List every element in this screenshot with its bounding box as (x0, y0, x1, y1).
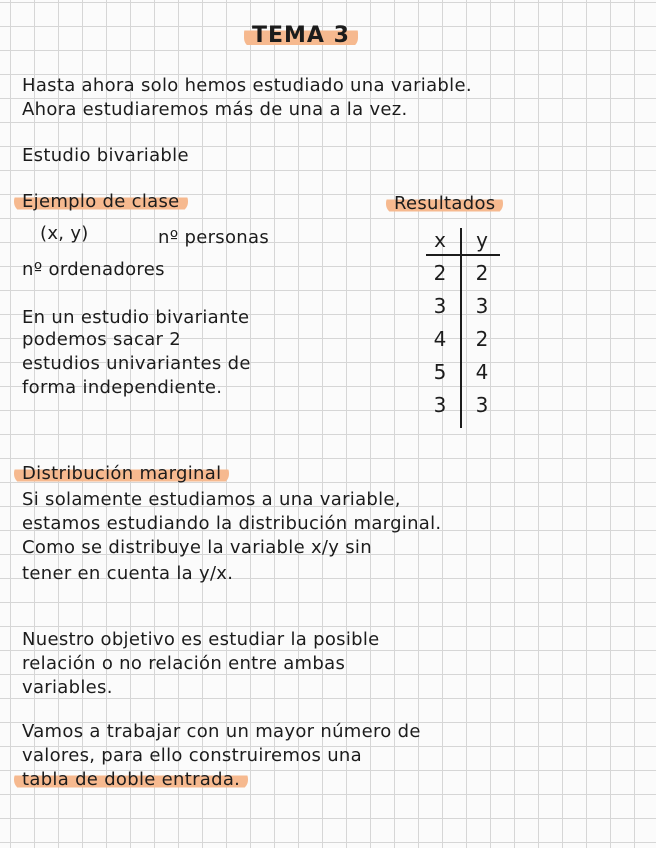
objective-line-2: relación o no relación entre ambas (22, 653, 346, 674)
results-divider-vertical (460, 228, 462, 428)
results-cell: 4 (433, 327, 447, 351)
intro-line-1: Hasta ahora solo hemos estudiado una variable. (22, 75, 472, 96)
example-note-1: En un estudio bivariante (22, 307, 250, 328)
results-table (420, 224, 500, 428)
marginal-heading: Distribución marginal (22, 462, 229, 486)
results-cell: 2 (433, 261, 447, 285)
work-line-1: Vamos a trabajar con un mayor número de (22, 721, 421, 742)
subtitle: Estudio bivariable (22, 145, 189, 166)
marginal-line-1: Si solamente estudiamos a una variable, (22, 489, 401, 510)
results-cell: 3 (475, 294, 489, 318)
intro-line-2: Ahora estudiaremos más de una a la vez. (22, 99, 408, 120)
results-cell: 2 (475, 327, 489, 351)
results-cell: 4 (475, 360, 489, 384)
example-note-2: podemos sacar 2 (22, 329, 181, 350)
results-cell: 3 (475, 393, 489, 417)
example-heading: Ejemplo de clase (22, 190, 188, 214)
work-highlight: tabla de doble entrada. (22, 768, 248, 792)
results-cell: 5 (433, 360, 447, 384)
results-cell: 3 (433, 294, 447, 318)
results-heading: Resultados (394, 192, 503, 216)
marginal-line-4: tener en cuenta la y/x. (22, 563, 234, 584)
objective-line-3: variables. (22, 677, 113, 698)
marginal-line-2: estamos estudiando la distribución marginal. (22, 513, 442, 534)
results-cell: 2 (475, 261, 489, 285)
results-header-x: x (434, 228, 446, 252)
work-line-2: valores, para ello construiremos una (22, 745, 362, 766)
objective-line-1: Nuestro objetivo es estudiar la posible (22, 629, 380, 650)
example-pair: (x, y) (40, 223, 89, 244)
results-header-y: y (476, 228, 488, 252)
example-y-label: nº personas (158, 227, 270, 248)
results-cell: 3 (433, 393, 447, 417)
example-x-label: nº ordenadores (22, 259, 165, 280)
example-note-3: estudios univariantes de (22, 353, 251, 374)
marginal-line-3: Como se distribuye la variable x/y sin (22, 537, 372, 558)
example-note-4: forma independiente. (22, 377, 223, 398)
page-title: TEMA 3 (252, 24, 358, 48)
results-divider-horizontal (426, 254, 500, 256)
